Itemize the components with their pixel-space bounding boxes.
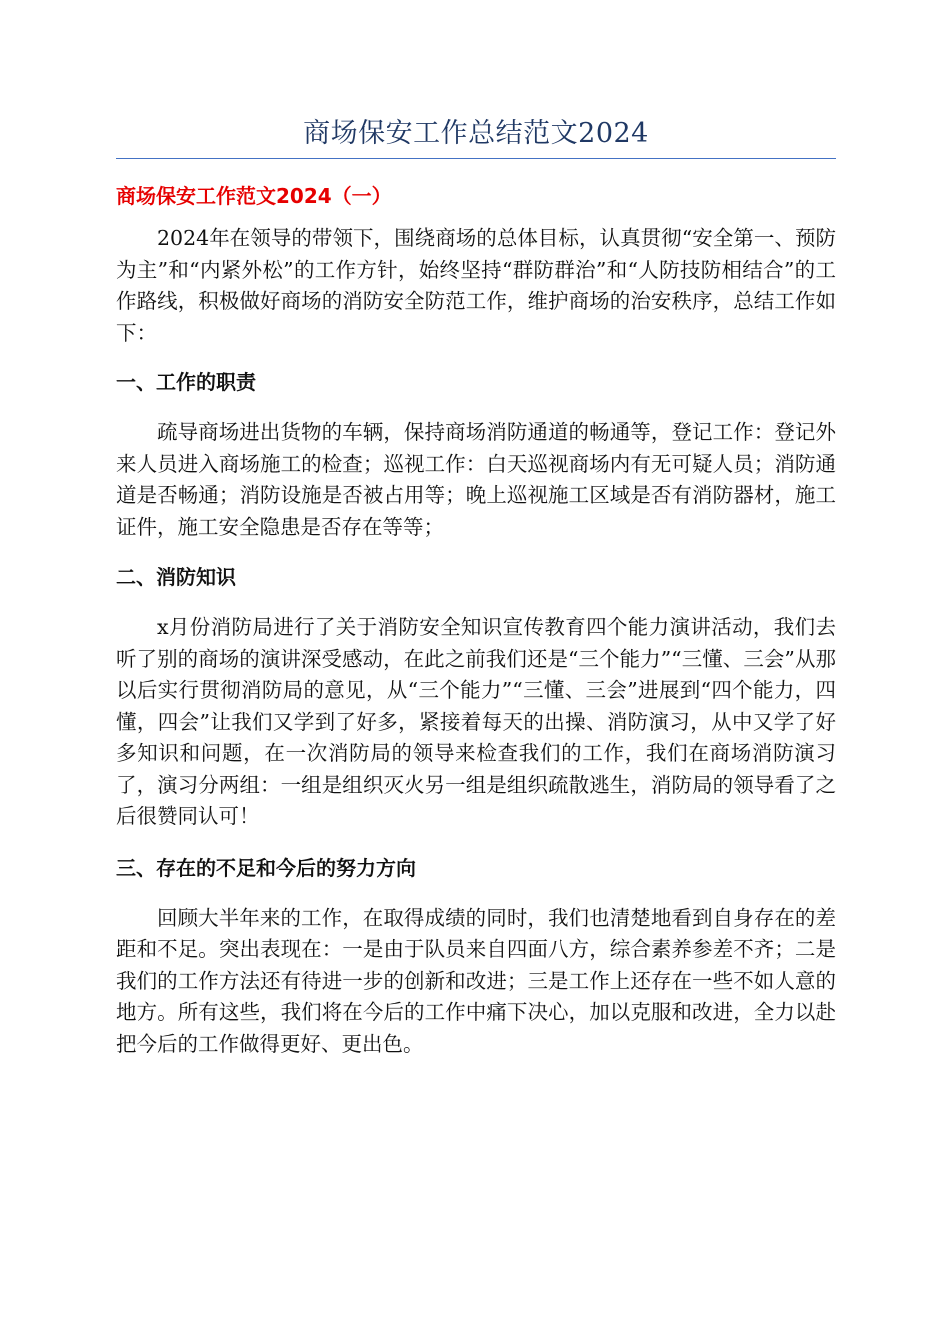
section-heading-fire-knowledge: 二、消防知识 bbox=[116, 565, 236, 589]
document-subtitle: 商场保安工作范文2024（一） bbox=[116, 184, 392, 208]
section-heading-duties: 一、工作的职责 bbox=[116, 370, 256, 394]
section-body-duties: 疏导商场进出货物的车辆，保持商场消防通道的畅通等，登记工作：登记外来人员进入商场施工的检查；巡视工作：白天巡视商场内有无可疑人员；消防通道是否畅通；消防设施是否被占用等；晚上巡视施工区域是否有消防器材，施工证件，施工安全隐患是否存在等等； bbox=[116, 420, 836, 539]
document-page bbox=[116, 0, 836, 1060]
title-underline bbox=[116, 158, 836, 159]
intro-paragraph: 2024年在领导的带领下，围绕商场的总体目标，认真贯彻“安全第一、预防为主”和“内紧外松”的工作方针，始终坚持“群防群治”和“人防技防相结合”的工作路线，积极做好商场的消防安全防范工作，维护商场的治安秩序，总结工作如下： bbox=[116, 226, 836, 345]
document-title: 商场保安工作总结范文2024 bbox=[303, 118, 649, 149]
section-body-shortcomings: 回顾大半年来的工作，在取得成绩的同时，我们也清楚地看到自身存在的差距和不足。突出表现在：一是由于队员来自四面八方，综合素养参差不齐；二是我们的工作方法还有待进一步的创新和改进；三是工作上还存在一些不如人意的地方。所有这些，我们将在今后的工作中痛下决心，加以克服和改进，全力以赴把今后的工作做得更好、更出色。 bbox=[116, 905, 836, 1056]
section-heading-shortcomings: 三、存在的不足和今后的努力方向 bbox=[116, 855, 416, 880]
section-body-fire-knowledge: x月份消防局进行了关于消防安全知识宣传教育四个能力演讲活动，我们去听了别的商场的演讲深受感动，在此之前我们还是“三个能力”“三懂、三会”从那以后实行贯彻消防局的意见，从“三个能力”“三懂、三会”进展到“四个能力，四懂，四会”让我们又学到了好多，紧接着每天的出操、消防演习，从中又学了好多知识和问题，在一次消防局的领导来检查我们的工作，我们在商场消防演习了，演习分两组：一组是组织灭火另一组是组织疏散逃生，消防局的领导看了之后很赞同认可！ bbox=[116, 615, 836, 828]
